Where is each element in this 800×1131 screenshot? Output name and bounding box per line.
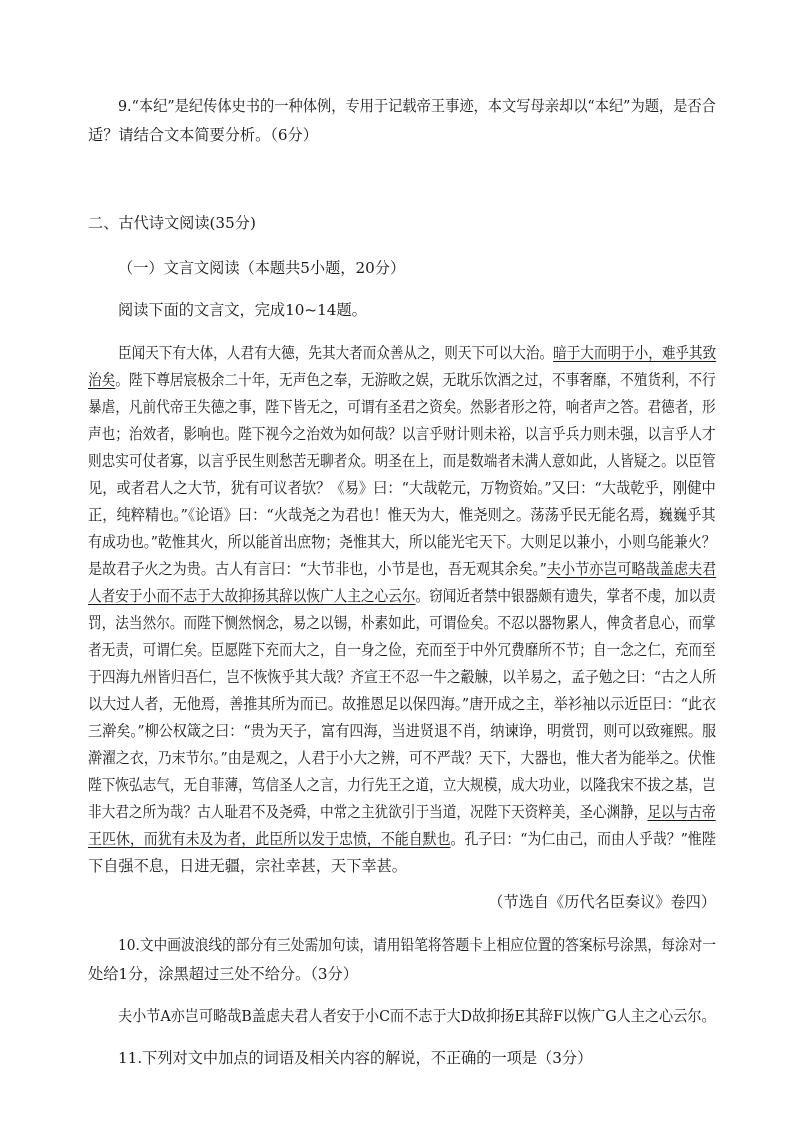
q10-line-1: 10.文中画波浪线的部分有三处需加句读，请用铅笔将答题卡上相应位置的答案标号涂黑，每涂对一 (118, 936, 717, 954)
passage-line: 有成功也。”乾惟其火，所以能首出庶物；尧惟其大，所以能光宅天下。大则足以兼小，小则乌能兼火？ (88, 533, 716, 551)
passage-line (88, 370, 716, 390)
passage-text: 非大君之所为哉？古人耻君不及尧舜，中常之主犹欲引于当道，况陛下天资粹美，圣心渊静， (88, 803, 648, 821)
passage-text: 是故君子火之为贵。古人有言曰：“大节非也，小节是也，吾无观其余矣。” (88, 560, 547, 578)
passage-text: 臣闻天下有大体，人君有大德，先其大者而众善从之，则天下可以大治。 (118, 344, 554, 362)
q10-options: 夫小节A亦岂可略哉B盖虑夫君人者安于小C而不志于大D故抑扬E其辞F以恢广G人主之心云尔。 (118, 1007, 716, 1025)
passage-line: 暴虐，凡前代帝王失德之事，陛下皆无之，可谓有圣君之资矣。然影者形之符，响者声之答。君德者，形 (88, 398, 716, 416)
passage-line: 以大过人者，无他焉，善推其所为而已。故推恩足以保四海。”唐开成之主，举衫袖以示近臣曰：“此衣 (88, 695, 717, 713)
passage-line: 罚，法当然尔。而陛下恻然悯念，易之以锡，朴素如此，可谓俭矣。不忍以器物累人，俾贪者息心，而掌 (88, 614, 716, 632)
passage-line: 三澣矣。”柳公权箴之曰：“贵为天子，富有四海，当进贤退不肖，纳谏诤，明赏罚，则可以致雍熙。服 (88, 722, 717, 740)
q9-line-1: 9.“本纪”是纪传体史书的一种体例，专用于记载帝王事迹，本文写母亲却以“本纪”为题，是否合 (118, 97, 716, 115)
underlined-sentence: 治矣 (88, 371, 116, 389)
passage-line (88, 586, 716, 606)
passage-text: 。孔子曰：“为仁由己，而由人乎哉？”惟陛 (450, 830, 716, 848)
underlined-sentence: 暗于大而明于小，难乎其致 (553, 344, 717, 362)
reading-instruction: 阅读下面的文言文，完成10~14题。 (118, 301, 367, 319)
passage-line: 见，或者君人之大节，犹有可议者欤？《易》曰：“大哉乾元，万物资始。”又曰：“大哉乾乎，刚健中 (88, 479, 716, 497)
passage-line: 于四海九州皆归吾仁，岂不恢恢乎其大哉？齐宣王不忍一牛之觳觫，以羊易之，孟子勉之曰：“古之人所 (88, 668, 717, 686)
passage-line (118, 343, 716, 363)
passage-source: （节选自《历代名臣奏议》卷四） (488, 893, 716, 911)
passage-line (88, 829, 716, 849)
passage-line: 声也；治效者，影响也。陛下视今之治效为如何哉？以言乎财计则未裕，以言乎兵力则未强，以言乎人才 (88, 425, 716, 443)
passage-line: 正，纯粹精也。”《论语》曰：“火哉尧之为君也！惟天为大，惟尧则之。荡荡乎民无能名焉，巍巍乎其 (88, 506, 716, 524)
section-title: 二、古代诗文阅读(35分) (88, 214, 256, 232)
passage-line: 陛下恢弘志气，无自菲薄，笃信圣人之言，力行先王之道，立大规模，成大功业，以隆我宋不拔之基，岂 (88, 776, 716, 794)
passage-line (88, 802, 716, 822)
passage-line (88, 559, 716, 579)
section-subtitle: （一）文言文阅读（本题共5小题，20分） (118, 259, 406, 277)
q10-line-2: 处给1分，涂黑超过三处不给分。（3分） (88, 965, 358, 983)
passage-line: 则忠实可仗者寡，以言乎民生则愁苦无聊者众。明圣在上，而是数端者未满人意如此，人皆疑之。以臣管 (88, 452, 716, 470)
passage-line: 者无责，可谓仁矣。臣愿陛下充而大之，自一身之俭，充而至于中外冗费靡所不节；自一念之仁，充而至 (88, 641, 716, 659)
passage-text: 。陛下尊居宸极余二十年，无声色之奉，无游畋之娱，无耽乐饮酒之过，不事奢靡，不殖货利，不行 (115, 371, 716, 389)
passage-line: 澣濯之衣，乃末节尔。”由是观之，人君于小大之辨，可不严哉？天下，大器也，惟大者为能举之。伏惟 (88, 749, 716, 767)
underlined-sentence: 足以与古帝 (647, 803, 716, 821)
q11-line-1: 11.下列对文中加点的词语及相关内容的解说，不正确的一项是（3分） (118, 1049, 593, 1067)
passage-text: 。窃闻近者禁中银器颇有遗失，掌者不虔，加以责 (415, 587, 716, 605)
passage-line: 下自强不息，日进无疆，宗社幸甚，天下幸甚。 (88, 857, 407, 875)
q9-line-2: 适？请结合文本简要分析。（6分） (88, 126, 318, 144)
underlined-sentence: 王匹休，而犹有未及为者，此臣所以发于忠愤，不能自默也 (88, 830, 451, 848)
wavy-underlined-sentence: 夫小节亦岂可略哉盖虑夫君 (546, 560, 717, 578)
wavy-underlined-sentence: 人者安于小而不志于大故抑扬其辞以恢广人主之心云尔 (88, 587, 416, 605)
